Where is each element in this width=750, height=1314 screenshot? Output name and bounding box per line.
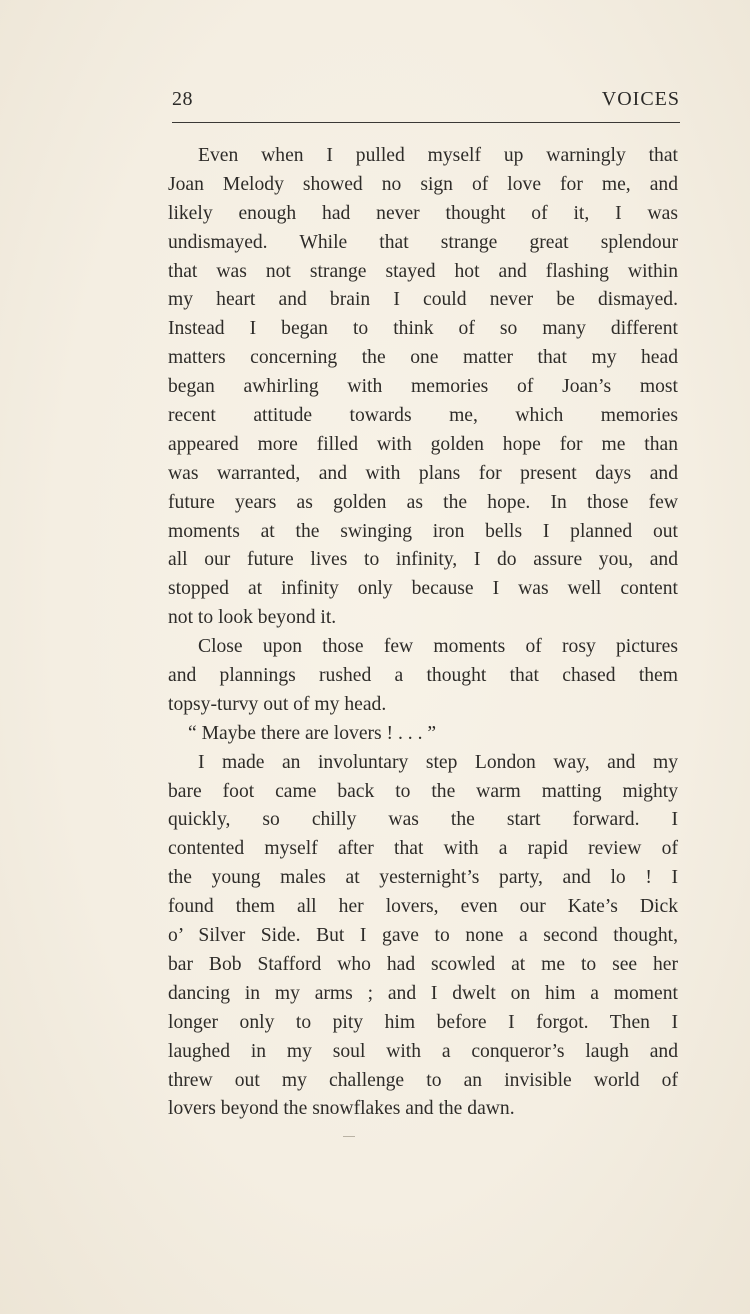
text-line: “ Maybe there are lovers ! . . . ” — [188, 722, 437, 744]
body-text — [168, 142, 678, 1124]
text-line: and plannings rushed a thought that chased them — [168, 665, 678, 687]
text-line: dancing in my arms ; and I dwelt on him a moment — [168, 982, 678, 1004]
text-line: topsy-turvy out of my head. — [168, 693, 387, 715]
text-line: recent attitude towards me, which memories — [168, 405, 678, 427]
page-number: 28 — [172, 88, 193, 110]
text-line: all our future lives to infinity, I do assure you, and — [168, 549, 678, 571]
header-rule — [172, 122, 680, 123]
print-mark — [343, 1136, 355, 1137]
text-line: bar Bob Stafford who had scowled at me to see her — [168, 953, 678, 975]
text-line: quickly, so chilly was the start forward. I — [168, 809, 678, 831]
text-line: my heart and brain I could never be dismayed. — [168, 289, 678, 311]
text-line: the young males at yesternight’s party, and lo ! I — [168, 867, 678, 889]
text-line: began awhirling with memories of Joan’s most — [168, 376, 678, 398]
text-line: moments at the swinging iron bells I planned out — [168, 520, 678, 542]
text-line: found them all her lovers, even our Kate’s Dick — [168, 896, 678, 918]
text-line: longer only to pity him before I forgot. Then I — [168, 1011, 678, 1033]
text-line: Even when I pulled myself up warningly that — [198, 145, 678, 166]
text-line: appeared more filled with golden hope for me than — [168, 433, 678, 455]
text-line: was warranted, and with plans for present days and — [168, 462, 678, 484]
text-line: Instead I began to think of so many different — [168, 318, 678, 340]
text-line: matters concerning the one matter that my head — [168, 347, 678, 369]
running-title: VOICES — [601, 88, 680, 110]
text-line: bare foot came back to the warm matting mighty — [168, 780, 678, 802]
text-line: contented myself after that with a rapid review of — [168, 838, 678, 860]
text-line: that was not strange stayed hot and flashing within — [168, 260, 678, 282]
text-line: not to look beyond it. — [168, 607, 337, 629]
text-line: Joan Melody showed no sign of love for me, and — [168, 173, 678, 195]
text-line: o’ Silver Side. But I gave to none a second thought, — [168, 925, 678, 947]
text-line: future years as golden as the hope. In those few — [168, 491, 678, 513]
text-line: lovers beyond the snowflakes and the dawn. — [168, 1098, 515, 1120]
text-line: threw out my challenge to an invisible world of — [168, 1069, 678, 1091]
text-line: likely enough had never thought of it, I was — [168, 202, 678, 224]
page-header — [172, 88, 680, 120]
text-line: I made an involuntary step London way, and my — [198, 751, 678, 773]
text-line: undismayed. While that strange great splendour — [168, 231, 678, 253]
text-line: stopped at infinity only because I was well content — [168, 578, 678, 600]
text-line: Close upon those few moments of rosy pictures — [198, 636, 678, 658]
text-line: laughed in my soul with a conqueror’s laugh and — [168, 1040, 678, 1062]
